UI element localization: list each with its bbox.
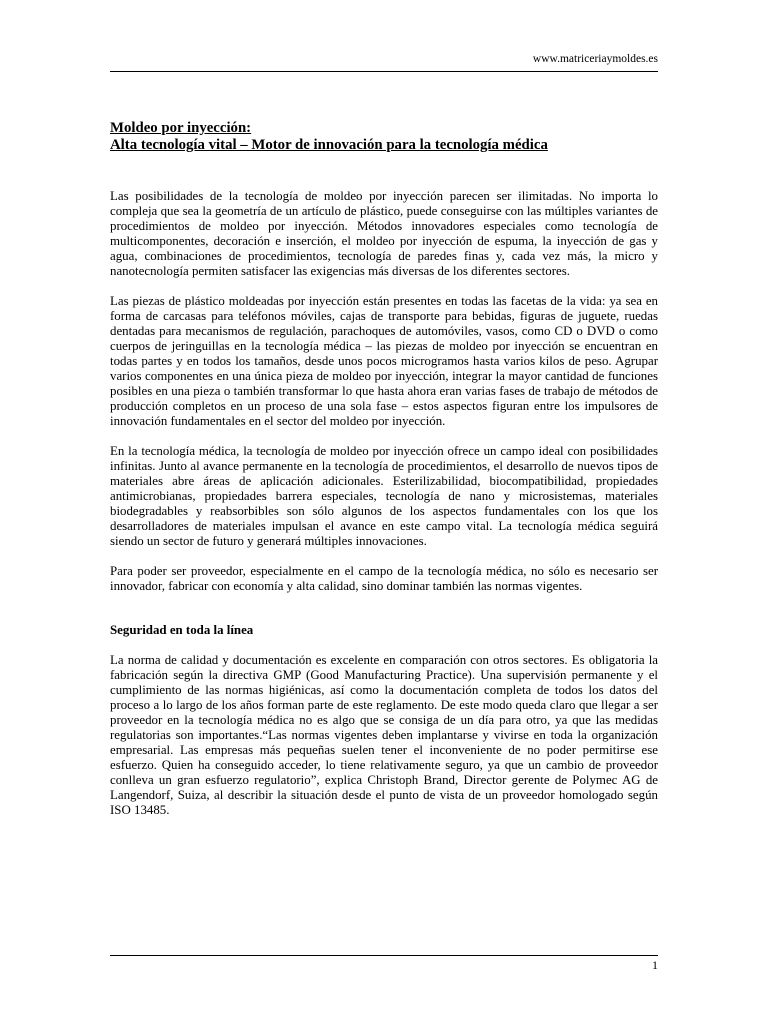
paragraph-3: En la tecnología médica, la tecnología de moldeo por inyección ofrece un campo ideal con posibilidades infinitas. Junto al avance permanente en la tecnología de procedimientos, el desarrollo de nuevos tipos de materiales abre áreas de aplicación adicionales. Esterilizabilidad, biocompatibilidad, propiedades antimicrobianas, propiedades barrera especiales, tecnología de nano y microsistemas, materiales biodegradables y reabsorbibles son sólo algunos de los aspectos fundamentales con los que los desarrolladores de materiales impulsan el avance en este campo vital. La tecnología médica seguirá siendo un sector de futuro y generará múltiples innovaciones. [110,444,658,548]
header-divider [110,71,658,72]
page-number: 1 [652,958,658,972]
page-header-url: www.matriceriaymoldes.es [532,53,658,65]
paragraph-1: Las posibilidades de la tecnología de moldeo por inyección parecen ser ilimitadas. No importa lo compleja que sea la geometría de un artículo de plástico, puede conseguirse con las múltiples variantes de procedimientos de moldeo por inyección. Métodos innovadores especiales como tecnología de multicomponentes, decoración e inserción, el moldeo por inyección de espuma, la inyección de gas y agua, combinaciones de procedimientos, tecnología de paredes finas y, cada vez más, la micro y nanotecnología permiten satisfacer las exigencias más diversas de los diferentes sectores. [110,189,658,278]
title-line-1: Moldeo por inyección: [110,120,252,136]
paragraph-2: Las piezas de plástico moldeadas por inyección están presentes en todas las facetas de la vida: ya sea en forma de carcasas para teléfonos móviles, cajas de transporte para bebidas, figuras de juguete, ruedas dentadas para mecanismos de regulación, parachoques de automóviles, vasos, como CD o DVD o como cuerpos de jeringuillas en la tecnología médica – las piezas de moldeo por inyección se encuentran en todas partes y en todos los tamaños, desde unos pocos microgramos hasta varios kilos de peso. Agrupar varios componentes en una única pieza de moldeo por inyección, integrar la mayor cantidad de funciones posibles en una pieza o también transformar lo que hasta ahora eran varias fases de trabajo de métodos de producción completos en un proceso de una sola fase – estos aspectos figuran entre los impulsores de innovación fundamentales en el sector del moldeo por inyección. [110,294,658,428]
section-paragraph: La norma de calidad y documentación es excelente en comparación con otros sectores. Es obligatoria la fabricación según la directiva GMP (Good Manufacturing Practice). Una supervisión permanente y el cumplimiento de las normas higiénicas, así como la documentación completa de todos los datos del proceso a lo largo de los años forman parte de este reglamento. De este modo queda claro que llegar a ser proveedor en la tecnología médica no es algo que se consiga de un día para otro, ya que las medidas regulatorias son importantes.“Las normas vigentes deben implantarse y vivirse en toda la organización empresarial. Las empresas más pequeñas suelen tener el inconveniente de no poder permitirse ese esfuerzo. Quien ha conseguido acceder, lo tiene relativamente seguro, ya que un cambio de proveedor conlleva un gran esfuerzo regulatorio”, explica Christoph Brand, Director gerente de Polymec AG de Langendorf, Suiza, al describir la situación desde el punto de vista de un proveedor homologado según ISO 13485. [110,653,658,817]
document-body [110,120,658,833]
title-line-2: Alta tecnología vital – Motor de innovación para la tecnología médica [110,137,548,153]
section-heading: Seguridad en toda la línea [110,623,254,637]
footer-divider [110,955,658,956]
paragraph-4: Para poder ser proveedor, especialmente en el campo de la tecnología médica, no sólo es necesario ser innovador, fabricar con economía y alta calidad, sino dominar también las normas vigentes. [110,564,658,593]
document-title [110,120,658,154]
